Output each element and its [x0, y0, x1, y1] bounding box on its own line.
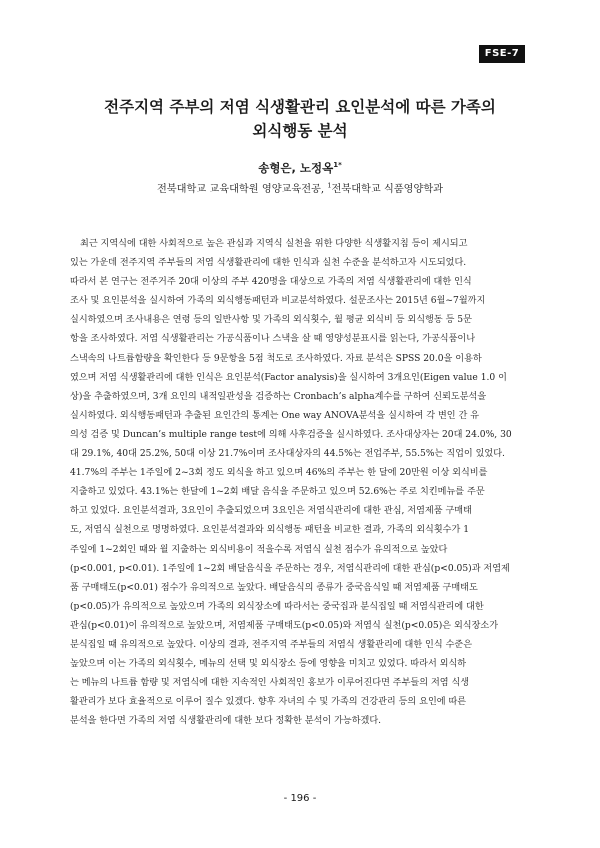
abstract-line: 활관리가 보다 효율적으로 이루어 질수 있겠다. 향후 자녀의 수 및 가족의 건강관리 등의 요인에 따른: [70, 697, 467, 708]
abstract-line: 도, 저염식 실천으로 명명하였다. 요인분석결과와 외식행동 패턴을 비교한 결과, 가족의 외식횟수가 1: [70, 525, 470, 536]
affiliations: [0, 180, 600, 195]
abstract-line: 따라서 본 연구는 전주거주 20대 이상의 주부 420명을 대상으로 가족의 저염 식생활관리에 대한 인식: [70, 277, 472, 288]
abstract-body: [70, 235, 530, 731]
abstract-line: 최근 지역식에 대한 사회적으로 높은 관심과 지역식 실천을 위한 다양한 식생활지침 등이 제시되고: [80, 239, 468, 249]
affiliation-2: 전북대학교 식품영양학과: [331, 184, 444, 195]
abstract-line: 있는 가운데 전주지역 주부들의 저염 식생활관리에 대한 인식과 실천 수준을 분석하고자 시도되었다.: [70, 258, 467, 269]
abstract-line: 조사 및 요인분석을 실시하여 가족의 외식행동패턴과 비교분석하였다. 설문조사는 2015년 6월~7월까지: [70, 296, 486, 307]
author-mark: 1*: [333, 161, 342, 170]
abstract-line: 였으며 저염 식생활관리에 대한 인식은 요인분석(Factor analysis)을 실시하여 3개요인(Eigen value 1.0 이: [70, 372, 507, 383]
abstract-line: 는 메뉴의 나트륨 함량 및 저염식에 대한 지속적인 사회적인 홍보가 이루어진다면 주부들의 저염 식생: [70, 678, 470, 689]
affiliation-mark: 1: [327, 181, 332, 190]
abstract-line: 실시하였으며 조사내용은 연령 등의 일반사항 및 가족의 외식횟수, 월 평균 외식비 등 외식행동 등 5문: [70, 315, 472, 326]
author-names: 송형은, 노정옥: [258, 161, 334, 175]
abstract-line: 하고 있었다. 요인분석결과, 3요인이 추출되었으며 3요인은 저염식관리에 대한 관심, 저염제품 구매태: [70, 506, 472, 517]
paper-title: [40, 95, 560, 143]
abstract-line: 항을 조사하였다. 저염 식생활관리는 가공식품이나 스낵을 살 때 영양성분표시를 읽는다, 가공식품이나: [70, 334, 476, 345]
abstract-line: 대 29.1%, 40대 25.2%, 50대 이상 21.7%이며 조사대상자의 44.5%는 전업주부, 55.5%는 직업이 있었다.: [70, 449, 505, 460]
abstract-line: 의성 검증 및 Duncan’s multiple range test에 의해 사후검증을 실시하였다. 조사대상자는 20대 24.0%, 30: [70, 429, 512, 440]
abstract-line: 지출하고 있었다. 43.1%는 한달에 1~2회 배달 음식을 주문하고 있으며 52.6%는 주로 치킨메뉴를 주문: [70, 487, 485, 498]
abstract-line: 높았으며 이는 가족의 외식횟수, 메뉴의 선택 및 외식장소 등에 영향을 미치고 있었다. 따라서 외식하: [70, 659, 467, 670]
title-line: 전주지역 주부의 저염 식생활관리 요인분석에 따른 가족의: [104, 98, 496, 116]
abstract-line: (p<0.05)가 유의적으로 높았으며 가족의 외식장소에 따라서는 중국집과 분식집일 때 저염식관리에 대한: [70, 601, 484, 612]
abstract-line: 실시하였다. 외식행동패턴과 추출된 요인간의 통계는 One way ANOVA분석을 실시하여 각 변인 간 유: [70, 410, 480, 421]
abstract-line: 관심(p<0.01)이 유의적으로 높았으며, 저염제품 구매태도(p<0.05)와 저염식 실천(p<0.05)은 외식장소가: [70, 620, 499, 631]
abstract-line: 주일에 1~2회인 때와 월 지출하는 외식비용이 적을수록 저염식 실천 점수가 유의적으로 높았다: [70, 544, 448, 555]
page-number: - 196 -: [283, 793, 317, 804]
affiliation-1: 전북대학교 교육대학원 영양교육전공,: [156, 184, 328, 195]
abstract-line: 41.7%의 주부는 1주일에 2~3회 정도 외식을 하고 있으며 46%의 주부는 한 달에 20만원 이상 외식비를: [70, 468, 488, 479]
abstract-line: 스낵속의 나트륨함량을 확인한다 등 9문항을 5점 척도로 조사하였다. 자료 분석은 SPSS 20.0을 이용하: [70, 353, 482, 364]
session-badge: FSE-7: [479, 45, 525, 63]
abstract-line: (p<0.001, p<0.01). 1주일에 1~2회 배달음식을 주문하는 경우, 저염식관리에 대한 관심(p<0.05)과 저염제: [70, 563, 510, 574]
title-line: 외식행동 분석: [252, 122, 348, 140]
abstract-line: 분식집일 때 유의적으로 높았다. 이상의 결과, 전주지역 주부들의 저염식 생활관리에 대한 인식 수준은: [70, 639, 473, 650]
authors: [0, 160, 600, 176]
abstract-line: 분석을 한다면 가족의 저염 식생활관리에 대한 보다 정확한 분석이 가능하겠다.: [70, 716, 382, 727]
abstract-line: 상)을 추출하였으며, 3개 요인의 내적일관성을 검증하는 Cronbach’s alpha계수를 구하여 신뢰도분석을: [70, 391, 487, 402]
abstract-line: 품 구매태도(p<0.01) 점수가 유의적으로 높았다. 배달음식의 종류가 중국음식일 때 저염제품 구매태도: [70, 582, 478, 593]
